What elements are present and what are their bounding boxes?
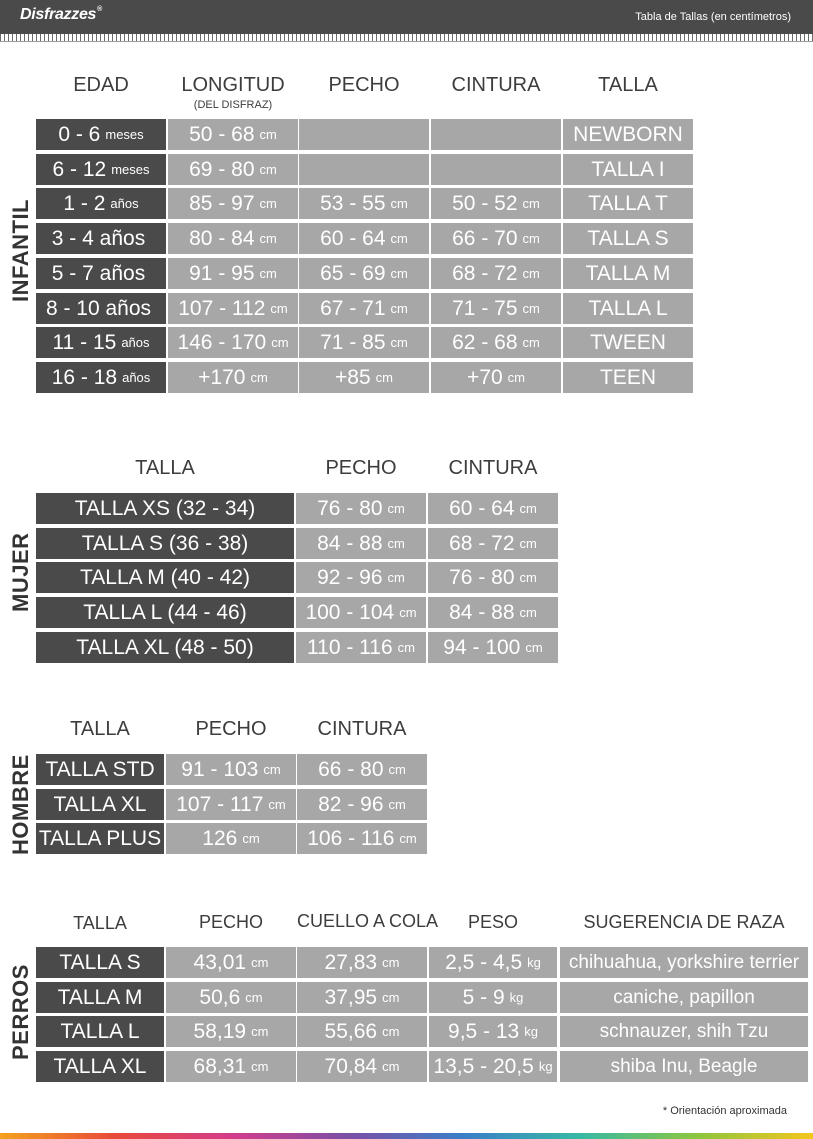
- cell-value: 85 - 97: [189, 191, 255, 215]
- cell-unit: cm: [525, 640, 543, 655]
- cell-unit: cm: [259, 196, 277, 211]
- col-header-cintura: CINTURA: [448, 457, 538, 479]
- cell-cintura: [431, 293, 561, 324]
- cell-unit: cm: [270, 301, 288, 316]
- cell-longitud: [168, 223, 298, 254]
- cell-edad: [36, 293, 166, 324]
- cell-unit: kg: [524, 1024, 538, 1039]
- rainbow-bar: [0, 1133, 813, 1139]
- cell-unit: cm: [259, 231, 277, 246]
- cell-value: +85: [335, 365, 371, 389]
- cell-value: 146 - 170: [177, 330, 267, 354]
- cell-unit: cm: [522, 231, 540, 246]
- cell-value: 68,31: [193, 1054, 247, 1078]
- top-bar: [0, 0, 813, 34]
- cell-pecho: [166, 789, 296, 820]
- cell-unit: cm: [390, 231, 408, 246]
- cell-unit: cm: [390, 266, 408, 281]
- cell-value: 68 - 72: [452, 261, 518, 285]
- cell-unit: cm: [271, 335, 289, 350]
- cell-unit: cm: [388, 762, 406, 777]
- section-label-perros: PERROS: [8, 964, 33, 1060]
- cell-value: 91 - 103: [181, 757, 259, 781]
- cell-unit: cm: [390, 335, 408, 350]
- col-subheader-longitud: (DEL DISFRAZ): [193, 99, 273, 111]
- cell-unit: cm: [387, 536, 405, 551]
- col-header-talla: TALLA: [70, 718, 130, 740]
- cell-unit: años: [122, 370, 151, 385]
- cell-pecho: [296, 493, 426, 524]
- cell-unit: cm: [399, 605, 417, 620]
- cell-cintura: [428, 597, 558, 628]
- cell-talla: [36, 789, 164, 820]
- cell-unit: cm: [259, 162, 277, 177]
- cell-talla: [36, 597, 294, 628]
- cell-value: 50 - 68: [189, 122, 255, 146]
- cell-raza: [560, 982, 808, 1013]
- cell-talla: [563, 293, 693, 324]
- cell-pecho: [299, 293, 429, 324]
- cell-pecho: [296, 632, 426, 663]
- cell-value: 53 - 55: [320, 191, 386, 215]
- cell-unit: cm: [382, 1059, 400, 1074]
- cell-cuello-a-cola: [297, 1016, 427, 1047]
- cell-unit: cm: [522, 196, 540, 211]
- cell-value: 1 - 2: [63, 191, 106, 215]
- cell-unit: kg: [538, 1059, 553, 1074]
- cell-value: 71 - 75: [452, 296, 518, 320]
- cell-pecho: [299, 119, 429, 150]
- cell-value: 66 - 80: [318, 757, 384, 781]
- cell-cintura: [431, 119, 561, 150]
- cell-cuello-a-cola: [297, 947, 427, 978]
- col-header-sugerencia-de-raza: SUGERENCIA DE RAZA: [583, 912, 785, 932]
- cell-pecho: [299, 154, 429, 185]
- cell-cintura: [297, 754, 427, 785]
- cell-pecho: [299, 362, 429, 393]
- cell-unit: cm: [397, 640, 415, 655]
- col-header-peso: PESO: [467, 912, 519, 932]
- cell-value: 106 - 116: [307, 826, 395, 850]
- ruler-line: [0, 41, 813, 42]
- document-title: Tabla de Tallas (en centímetros): [635, 11, 791, 23]
- cell-pecho: [166, 947, 296, 978]
- cell-unit: cm: [382, 955, 400, 970]
- cell-value: 68 - 72: [449, 531, 515, 555]
- cell-cuello-a-cola: [297, 982, 427, 1013]
- col-header-cintura: CINTURA: [451, 74, 541, 96]
- cell-unit: cm: [268, 797, 286, 812]
- cell-unit: cm: [519, 501, 537, 516]
- cell-raza: [560, 1051, 808, 1082]
- cell-value: 8 - 10 años: [45, 296, 152, 320]
- cell-pecho: [299, 188, 429, 219]
- cell-value: TEEN: [599, 365, 656, 389]
- cell-value: 67 - 71: [320, 296, 386, 320]
- cell-value: +170: [198, 365, 246, 389]
- cell-value: 76 - 80: [449, 565, 515, 589]
- cell-value: 91 - 95: [189, 261, 255, 285]
- cell-value: 2,5 - 4,5: [445, 950, 523, 974]
- cell-value: TALLA S: [587, 226, 669, 250]
- cell-talla: [563, 258, 693, 289]
- cell-value: TALLA M: [57, 985, 143, 1009]
- cell-unit: cm: [519, 570, 537, 585]
- col-header-talla: TALLA: [73, 913, 127, 933]
- cell-peso: [429, 1016, 557, 1047]
- cell-value: 65 - 69: [320, 261, 386, 285]
- cell-unit: cm: [250, 370, 268, 385]
- cell-cintura: [428, 528, 558, 559]
- cell-unit: cm: [259, 266, 277, 281]
- cell-value: 100 - 104: [305, 600, 395, 624]
- cell-unit: cm: [382, 1024, 400, 1039]
- cell-talla: [36, 1016, 164, 1047]
- cell-value: TALLA M: [585, 261, 671, 285]
- cell-pecho: [296, 597, 426, 628]
- cell-cintura: [297, 823, 427, 854]
- col-header-edad: EDAD: [73, 74, 129, 96]
- cell-unit: cm: [263, 762, 281, 777]
- cell-value: shiba Inu, Beagle: [610, 1055, 758, 1077]
- cell-value: 71 - 85: [320, 330, 386, 354]
- cell-value: NEWBORN: [573, 122, 683, 146]
- cell-edad: [36, 154, 166, 185]
- cell-raza: [560, 947, 808, 978]
- cell-pecho: [166, 1051, 296, 1082]
- cell-unit: años: [121, 335, 150, 350]
- cell-talla: [36, 947, 164, 978]
- cell-edad: [36, 362, 166, 393]
- col-header-cintura: CINTURA: [317, 718, 407, 740]
- cell-cintura: [297, 789, 427, 820]
- cell-longitud: [168, 293, 298, 324]
- section-label-mujer: MUJER: [8, 532, 33, 612]
- cell-unit: cm: [519, 605, 537, 620]
- cell-value: TALLA L: [588, 296, 668, 320]
- cell-longitud: [168, 119, 298, 150]
- cell-value: 84 - 88: [317, 531, 383, 555]
- cell-talla: [36, 823, 164, 854]
- col-header-cuello-a-cola: CUELLO A COLA: [297, 911, 439, 931]
- cell-value: TALLA XL: [53, 792, 147, 816]
- cell-value: 50,6: [199, 985, 241, 1009]
- cell-value: chihuahua, yorkshire terrier: [568, 951, 800, 973]
- cell-unit: meses: [105, 127, 144, 142]
- cell-unit: cm: [251, 1024, 269, 1039]
- cell-value: +70: [467, 365, 503, 389]
- cell-value: 80 - 84: [189, 226, 255, 250]
- cell-value: 60 - 64: [449, 496, 515, 520]
- section-label-hombre: HOMBRE: [8, 754, 33, 855]
- col-header-pecho: PECHO: [195, 718, 267, 740]
- cell-value: 13,5 - 20,5: [433, 1054, 534, 1078]
- cell-value: 92 - 96: [317, 565, 383, 589]
- cell-value: TWEEN: [590, 330, 666, 354]
- cell-pecho: [299, 327, 429, 358]
- cell-value: 69 - 80: [189, 157, 255, 181]
- cell-unit: kg: [509, 990, 524, 1005]
- cell-pecho: [296, 528, 426, 559]
- cell-cintura: [431, 188, 561, 219]
- cell-value: 126: [202, 826, 238, 850]
- col-header-pecho: PECHO: [328, 74, 400, 96]
- cell-talla: [563, 223, 693, 254]
- cell-value: 82 - 96: [318, 792, 384, 816]
- cell-longitud: [168, 362, 298, 393]
- cell-unit: meses: [111, 162, 150, 177]
- cell-talla: [36, 632, 294, 663]
- cell-longitud: [168, 327, 298, 358]
- cell-value: 37,95: [324, 985, 378, 1009]
- col-header-pecho: PECHO: [325, 457, 397, 479]
- col-header-pecho: PECHO: [198, 912, 263, 932]
- cell-value: TALLA S: [59, 950, 141, 974]
- cell-talla: [563, 362, 693, 393]
- cell-peso: [429, 947, 557, 978]
- cell-value: 84 - 88: [449, 600, 515, 624]
- cell-unit: cm: [382, 990, 400, 1005]
- cell-talla: [36, 1051, 164, 1082]
- cell-unit: cm: [242, 831, 260, 846]
- cell-pecho: [166, 1016, 296, 1047]
- cell-peso: [429, 1051, 557, 1082]
- cell-cintura: [431, 154, 561, 185]
- cell-edad: [36, 223, 166, 254]
- cell-value: TALLA T: [588, 191, 668, 215]
- cell-value: 107 - 117: [176, 792, 264, 816]
- cell-edad: [36, 188, 166, 219]
- cell-unit: cm: [387, 501, 405, 516]
- cell-unit: cm: [399, 831, 417, 846]
- cell-value: TALLA XS (32 - 34): [74, 496, 256, 520]
- cell-cintura: [428, 632, 558, 663]
- cell-unit: cm: [251, 1059, 269, 1074]
- cell-value: TALLA XL: [53, 1054, 147, 1078]
- cell-value: caniche, papillon: [613, 986, 755, 1008]
- cell-value: 107 - 112: [178, 296, 266, 320]
- cell-value: 16 - 18: [51, 365, 118, 389]
- cell-unit: cm: [375, 370, 393, 385]
- cell-pecho: [166, 982, 296, 1013]
- cell-value: TALLA L: [60, 1019, 140, 1043]
- brand-logo: Disfrazzes®: [20, 6, 103, 23]
- cell-unit: cm: [390, 301, 408, 316]
- cell-longitud: [168, 258, 298, 289]
- cell-value: 11 - 15: [52, 330, 117, 354]
- cell-value: TALLA M (40 - 42): [79, 565, 250, 589]
- cell-value: TALLA PLUS: [38, 826, 162, 850]
- cell-unit: cm: [390, 196, 408, 211]
- cell-talla: [36, 982, 164, 1013]
- cell-value: 9,5 - 13: [448, 1019, 520, 1043]
- cell-value: TALLA XL (48 - 50): [76, 635, 254, 659]
- cell-pecho: [166, 823, 296, 854]
- cell-pecho: [166, 754, 296, 785]
- cell-talla: [563, 154, 693, 185]
- cell-cintura: [428, 493, 558, 524]
- cell-value: 43,01: [193, 950, 247, 974]
- cell-unit: cm: [388, 797, 406, 812]
- cell-cintura: [431, 258, 561, 289]
- cell-unit: cm: [259, 127, 277, 142]
- cell-talla: [36, 562, 294, 593]
- cell-value: 94 - 100: [443, 635, 521, 659]
- cell-cintura: [431, 362, 561, 393]
- footnote: * Orientación aproximada: [662, 1105, 787, 1117]
- cell-cintura: [431, 327, 561, 358]
- cell-unit: años: [110, 196, 139, 211]
- cell-unit: kg: [527, 955, 541, 970]
- cell-value: 76 - 80: [317, 496, 383, 520]
- cell-unit: cm: [251, 955, 269, 970]
- cell-edad: [36, 258, 166, 289]
- cell-value: 5 - 7 años: [51, 261, 146, 285]
- cell-talla: [36, 754, 164, 785]
- cell-talla: [36, 493, 294, 524]
- cell-value: TALLA S (36 - 38): [81, 531, 249, 555]
- cell-value: TALLA STD: [45, 757, 155, 781]
- cell-longitud: [168, 188, 298, 219]
- cell-talla: [36, 528, 294, 559]
- cell-edad: [36, 327, 166, 358]
- cell-value: 6 - 12: [52, 157, 107, 181]
- cell-unit: cm: [522, 266, 540, 281]
- col-header-talla: TALLA: [135, 457, 195, 479]
- cell-cuello-a-cola: [297, 1051, 427, 1082]
- cell-unit: cm: [519, 536, 537, 551]
- cell-value: 55,66: [324, 1019, 378, 1043]
- cell-unit: cm: [387, 570, 405, 585]
- cell-cintura: [431, 223, 561, 254]
- cell-talla: [563, 327, 693, 358]
- cell-unit: cm: [245, 990, 263, 1005]
- cell-unit: cm: [522, 301, 540, 316]
- cell-value: schnauzer, shih Tzu: [599, 1020, 769, 1042]
- cell-edad: [36, 119, 166, 150]
- cell-pecho: [296, 562, 426, 593]
- ruler-strip: [0, 34, 813, 41]
- cell-pecho: [299, 258, 429, 289]
- cell-value: 50 - 52: [452, 191, 518, 215]
- cell-value: 62 - 68: [452, 330, 518, 354]
- cell-value: 110 - 116: [307, 635, 393, 659]
- cell-value: 3 - 4 años: [51, 226, 146, 250]
- cell-peso: [429, 982, 557, 1013]
- cell-cintura: [428, 562, 558, 593]
- cell-value: 5 - 9: [462, 985, 505, 1009]
- cell-value: 70,84: [324, 1054, 378, 1078]
- cell-unit: cm: [507, 370, 525, 385]
- cell-value: 27,83: [324, 950, 378, 974]
- cell-talla: [563, 188, 693, 219]
- cell-talla: [563, 119, 693, 150]
- cell-unit: cm: [522, 335, 540, 350]
- cell-value: 0 - 6: [58, 122, 101, 146]
- col-header-longitud: LONGITUD: [181, 74, 285, 96]
- col-header-talla: TALLA: [598, 74, 658, 96]
- cell-value: TALLA L (44 - 46): [83, 600, 247, 624]
- cell-pecho: [299, 223, 429, 254]
- cell-value: TALLA I: [591, 157, 665, 181]
- cell-value: 58,19: [193, 1019, 247, 1043]
- cell-value: 66 - 70: [452, 226, 518, 250]
- cell-raza: [560, 1016, 808, 1047]
- cell-value: 60 - 64: [320, 226, 386, 250]
- cell-longitud: [168, 154, 298, 185]
- section-label-infantil: INFANTIL: [8, 199, 33, 302]
